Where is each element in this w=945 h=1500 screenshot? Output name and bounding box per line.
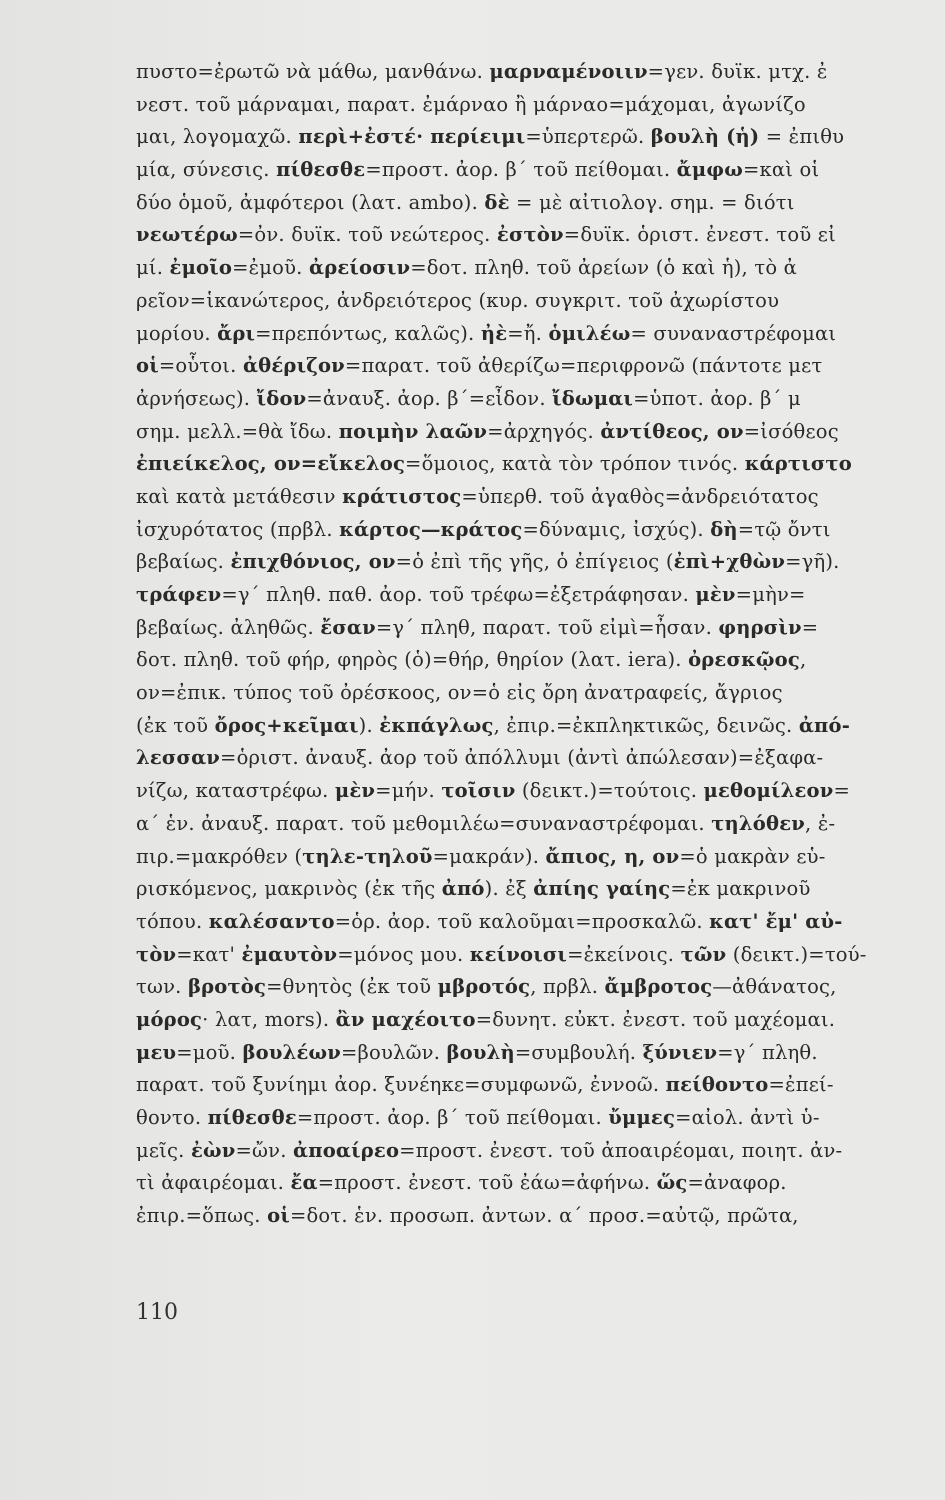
gloss-text: σημ. μελλ.=θὰ ἴδω. xyxy=(136,419,339,443)
headword: πείθοντο xyxy=(665,1073,769,1097)
gloss-text: καὶ κατὰ μετάθεσιν xyxy=(136,484,343,508)
gloss-text: μία, σύνεσις. xyxy=(136,158,277,182)
gloss-text: =συμβουλή. xyxy=(514,1040,643,1064)
headword: μὲν xyxy=(334,779,376,803)
headword: ἐκπάγλως xyxy=(379,713,494,737)
text-line xyxy=(136,1200,936,1233)
text-line xyxy=(136,1102,936,1135)
gloss-text: ἰσχυρότατος (πρβλ. xyxy=(136,517,340,541)
gloss-text: τόπου. xyxy=(136,909,209,933)
text-line xyxy=(136,546,936,579)
gloss-text: =ἤ. xyxy=(507,321,549,345)
headword: φηρσὶν xyxy=(718,615,802,639)
text-line xyxy=(136,1167,936,1200)
gloss-text: , ἐπιρ.=ἐκπληκτικῶς, δεινῶς. xyxy=(493,713,799,737)
gloss-text: νεστ. τοῦ μάρναμαι, παρατ. ἐμάρναο ἢ μάρναο=μάχομαι, ἀγωνίζο xyxy=(136,92,806,116)
text-line xyxy=(136,187,936,220)
gloss-text: ἀρνήσεως). xyxy=(136,386,257,410)
headword: ὔμμες xyxy=(608,1106,676,1129)
gloss-text: =γ΄ πληθ, παρατ. τοῦ εἰμὶ=ἦσαν. xyxy=(375,615,719,639)
text-line xyxy=(136,219,936,252)
headword: ἐπὶ+χθὼν xyxy=(673,550,786,574)
glossary-text xyxy=(136,56,936,1233)
gloss-text: =ὁ μακρὰν εὑ- xyxy=(679,844,826,868)
headword: νεωτέρω xyxy=(136,223,238,247)
gloss-text: =κατ' xyxy=(176,942,242,966)
gloss-text: =ὀν. δυϊκ. τοῦ νεώτερος. xyxy=(237,223,497,247)
gloss-text: α΄ ἑν. ἀναυξ. παρατ. τοῦ μεθομιλέω=συναναστρέφομαι. xyxy=(136,811,712,835)
headword: ὁμιλέω xyxy=(548,321,631,345)
gloss-text: =γ΄ πληθ. xyxy=(717,1040,818,1064)
gloss-text: =δυνητ. εὐκτ. ἐνεστ. τοῦ μαχέομαι. xyxy=(475,1007,836,1031)
text-line xyxy=(136,971,936,1004)
gloss-text: ). ἐξ xyxy=(484,877,534,901)
headword: καλέσαντο xyxy=(208,909,335,933)
text-line xyxy=(136,1004,936,1037)
gloss-text: = ἐπιθυ xyxy=(759,125,845,149)
text-line xyxy=(136,906,936,939)
gloss-text: = μὲ αἰτιολογ. σημ. = διότι xyxy=(509,190,795,214)
headword: κάρτιστο xyxy=(744,452,852,476)
gloss-text: =ὁρ. ἀορ. τοῦ καλοῦμαι=προσκαλῶ. xyxy=(334,909,710,933)
headword: βροτὸς xyxy=(187,975,267,999)
headword: ἀπό- xyxy=(798,713,851,737)
headword: πίθεσθε xyxy=(207,1106,297,1129)
gloss-text: πιρ.=μακρόθεν ( xyxy=(136,844,303,868)
gloss-text: (δεικτ.)=τού- xyxy=(726,942,867,966)
gloss-text: =ὑπερτερῶ. xyxy=(525,125,651,149)
text-line xyxy=(136,318,936,351)
page-number: 110 xyxy=(136,1300,178,1325)
text-line xyxy=(136,873,936,906)
text-line xyxy=(136,1135,936,1168)
gloss-text: δύο ὁμοῦ, ἀμφότεροι (λατ. ambo). xyxy=(136,190,485,214)
gloss-text: ρισκόμενος, μακρινὸς (ἐκ τῆς xyxy=(136,877,442,901)
gloss-text: =παρατ. τοῦ ἀθερίζω=περιφρονῶ (πάντοτε μετ xyxy=(344,354,823,378)
gloss-text: =μήν. xyxy=(375,779,442,803)
gloss-text: =βουλῶν. xyxy=(341,1040,447,1064)
gloss-text: = xyxy=(833,779,850,803)
gloss-text: =μὴν= xyxy=(735,583,806,606)
headword: μευ xyxy=(136,1040,177,1064)
gloss-text: =μακράν). xyxy=(432,844,546,868)
headword: ἔα xyxy=(290,1171,318,1195)
gloss-text: =ἐκ μακρινοῦ xyxy=(670,877,811,901)
headword: ἐὼν xyxy=(190,1138,236,1162)
gloss-text: =γεν. δυϊκ. μτχ. ἐ xyxy=(647,60,828,83)
text-line xyxy=(136,939,936,972)
gloss-text: , ἐ- xyxy=(805,811,836,835)
gloss-text: =μόνος μου. xyxy=(337,942,470,966)
headword: ἄπιος, η, ον xyxy=(545,844,680,868)
headword: ἐστὸν xyxy=(496,223,564,247)
gloss-text: τὶ ἀφαιρέομαι. xyxy=(136,1171,291,1195)
headword: οἱ xyxy=(267,1204,290,1228)
headword: ἀρείοσιν xyxy=(308,256,411,280)
gloss-text: =προστ. ἐνεστ. τοῦ ἀποαιρέομαι, ποιητ. ἀν- xyxy=(399,1138,843,1162)
gloss-text: · λατ, mors). xyxy=(202,1007,336,1031)
headword: ἀπό xyxy=(441,877,485,901)
headword: ποιμὴν λαῶν xyxy=(338,419,488,443)
gloss-text: =τῷ ὄντι xyxy=(737,517,831,541)
headword: δὴ xyxy=(710,517,738,541)
text-line xyxy=(136,514,936,547)
text-line xyxy=(136,1069,936,1102)
headword: περὶ+ἐστέ· περίειμι xyxy=(298,125,526,149)
headword: ἄμβροτος xyxy=(604,975,713,999)
gloss-text: =πρεπόντως, καλῶς). xyxy=(255,321,481,345)
gloss-text: =μοῦ. xyxy=(176,1040,243,1064)
text-line xyxy=(136,383,936,416)
gloss-text: = συναναστρέφομαι xyxy=(630,321,837,345)
headword: μβροτός xyxy=(437,975,531,999)
text-line xyxy=(136,481,936,514)
gloss-text: ον=ἐπικ. τύπος τοῦ ὀρέσκοος, ον=ὁ εἰς ὄρη ἀνατραφείς, ἄγριος xyxy=(136,681,783,705)
headword: ἀθέριζον xyxy=(242,354,345,378)
gloss-text: =οὗτοι. xyxy=(158,354,243,378)
gloss-text: =ὑπερθ. τοῦ ἀγαθὸς=ἀνδρειότατος xyxy=(461,484,819,508)
headword: ἐπιείκελος, ον=εἴκελος xyxy=(136,452,406,476)
text-line xyxy=(136,808,936,841)
gloss-text: =ὅμοιος, κατὰ τὸν τρόπον τινός. xyxy=(405,452,745,476)
gloss-text: μαι, λογομαχῶ. xyxy=(136,125,299,149)
headword: ἀποαίρεο xyxy=(293,1138,400,1162)
headword: μόρος xyxy=(136,1007,203,1031)
text-line xyxy=(136,448,936,481)
gloss-text: =ἀναυξ. ἀορ. β΄=εἶδον. xyxy=(306,386,553,410)
text-line xyxy=(136,677,936,710)
gloss-text: βεβαίως. xyxy=(136,550,231,574)
gloss-text: (ἐκ τοῦ xyxy=(136,713,215,737)
headword: ἐμοῖο xyxy=(169,256,233,280)
gloss-text: μί. xyxy=(136,256,170,280)
gloss-text: =γ΄ πληθ. παθ. ἀορ. τοῦ τρέφω=ἐξετράφησαν. xyxy=(221,583,696,606)
gloss-text: =ἀναφορ. xyxy=(687,1171,787,1195)
headword: ἂν μαχέοιτο xyxy=(335,1007,476,1031)
headword: τράφεν xyxy=(136,583,222,606)
gloss-text: =ἐπεί- xyxy=(768,1073,834,1097)
gloss-text: =ὁριστ. ἀναυξ. ἀορ τοῦ ἀπόλλυμι (ἀντὶ ἀπώλεσαν)=ἐξαφα- xyxy=(220,746,824,770)
headword: κράτιστος xyxy=(342,484,462,508)
headword: μὲν xyxy=(695,583,736,606)
headword: οἱ xyxy=(136,354,159,378)
headword: τηλε-τηλοῦ xyxy=(302,844,433,868)
gloss-text: =αἰολ. ἀντὶ ὑ- xyxy=(675,1106,820,1129)
text-line xyxy=(136,121,936,154)
headword: ὥς xyxy=(656,1171,688,1195)
headword: λεσσαν xyxy=(136,746,221,770)
text-line xyxy=(136,775,936,808)
gloss-text: = xyxy=(801,615,819,639)
headword: κείνοισι xyxy=(469,942,568,966)
gloss-text: =δοτ. ἑν. προσωπ. ἀντων. α΄ προσ.=αὐτῷ, πρῶτα, xyxy=(289,1204,799,1228)
gloss-text: βεβαίως. ἀληθῶς. xyxy=(136,615,321,639)
text-line xyxy=(136,252,936,285)
gloss-text: ). xyxy=(358,713,380,737)
gloss-text: =προστ. ἀορ. β΄ τοῦ πείθομαι. xyxy=(365,158,677,182)
text-line xyxy=(136,56,936,89)
gloss-text: =δυϊκ. ὁριστ. ἐνεστ. τοῦ εἰ xyxy=(563,223,836,247)
gloss-text: ἐπιρ.=ὅπως. xyxy=(136,1204,268,1228)
headword: πίθεσθε xyxy=(276,158,366,182)
text-line xyxy=(136,285,936,318)
gloss-text: μεῖς. xyxy=(136,1138,191,1162)
headword: ἔσαν xyxy=(320,615,376,639)
headword: ξύνιεν xyxy=(642,1040,718,1064)
headword: τῶν xyxy=(680,942,727,966)
text-line xyxy=(136,710,936,743)
headword: ἄρι xyxy=(217,321,256,345)
gloss-text: =ὑποτ. ἀορ. β΄ μ xyxy=(633,386,801,410)
headword: μαρναμένοιιν xyxy=(489,60,648,83)
gloss-text: δοτ. πληθ. τοῦ φήρ, φηρὸς (ὁ)=θήρ, θηρίον (λατ. iera). xyxy=(136,648,689,672)
text-line xyxy=(136,154,936,187)
text-line xyxy=(136,841,936,874)
gloss-text: =προστ. ἀορ. β΄ τοῦ πείθομαι. xyxy=(296,1106,609,1129)
headword: ὄρος+κεῖμαι xyxy=(214,713,359,737)
gloss-text: , xyxy=(799,648,807,672)
headword: κατ' ἔμ' αὐ- xyxy=(709,909,843,933)
headword: ἐπιχθόνιος, ον xyxy=(230,550,396,574)
gloss-text: πυστο=ἐρωτῶ νὰ μάθω, μανθάνω. xyxy=(136,60,490,83)
gloss-text: (δεικτ.)=τούτοις. xyxy=(515,779,704,803)
gloss-text: =ἐκείνοις. xyxy=(567,942,681,966)
headword: τοῖσιν xyxy=(441,779,516,803)
headword: ὀρεσκῷος xyxy=(688,648,800,672)
gloss-text: =ἀρχηγός. xyxy=(487,419,601,443)
headword: ἴδωμαι xyxy=(552,386,634,410)
text-line xyxy=(136,1037,936,1070)
text-line xyxy=(136,89,936,122)
gloss-text: =γῆ). xyxy=(785,550,840,574)
gloss-text: =ἐμοῦ. xyxy=(232,256,309,280)
gloss-text: =θνητὸς (ἐκ τοῦ xyxy=(266,975,438,999)
text-line xyxy=(136,612,936,645)
text-line xyxy=(136,579,936,612)
gloss-text: =ὁ ἐπὶ τῆς γῆς, ὁ ἐπίγειος ( xyxy=(395,550,674,574)
gloss-text: =δύναμις, ἰσχύς). xyxy=(522,517,711,541)
headword: ἴδον xyxy=(256,386,307,410)
gloss-text: =καὶ οἱ xyxy=(742,158,820,182)
gloss-text: νίζω, καταστρέφω. xyxy=(136,779,335,803)
headword: ἄμφω xyxy=(676,158,743,182)
headword: τηλόθεν xyxy=(711,811,806,835)
headword: βουλέων xyxy=(242,1040,341,1064)
text-line xyxy=(136,416,936,449)
gloss-text: =δοτ. πληθ. τοῦ ἀρείων (ὁ καὶ ἡ), τὸ ἀ xyxy=(410,256,798,280)
headword: ἀντίθεος, ον xyxy=(600,419,744,443)
headword: ἀπίης γαίης xyxy=(533,877,671,901)
text-line xyxy=(136,742,936,775)
text-line xyxy=(136,350,936,383)
headword: κάρτος—κράτος xyxy=(339,517,523,541)
gloss-text: —ἀθάνατος, xyxy=(712,975,837,999)
headword: βουλὴ (ἡ) xyxy=(650,125,760,149)
headword: ἐμαυτὸν xyxy=(241,942,338,966)
gloss-text: =προστ. ἐνεστ. τοῦ ἐάω=ἀφήνω. xyxy=(317,1171,657,1195)
headword: δὲ xyxy=(484,190,510,214)
gloss-text: των. xyxy=(136,975,188,999)
headword: βουλὴ xyxy=(446,1040,515,1064)
headword: μεθομίλεον xyxy=(703,779,834,803)
headword: τὸν xyxy=(136,942,177,966)
gloss-text: θοντο. xyxy=(136,1106,208,1129)
headword: ἠὲ xyxy=(480,321,508,345)
text-line xyxy=(136,644,936,677)
gloss-text: μορίου. xyxy=(136,321,218,345)
gloss-text: =ὤν. xyxy=(235,1138,294,1162)
gloss-text: =ἰσόθεος xyxy=(743,419,839,443)
gloss-text: ρεῖον=ἱκανώτερος, ἀνδρειότερος (κυρ. συγκριτ. τοῦ ἀχωρίστου xyxy=(136,288,780,312)
gloss-text: παρατ. τοῦ ξυνίημι ἀορ. ξυνέηκε=συμφωνῶ, ἐννοῶ. xyxy=(136,1073,666,1097)
gloss-text: , πρβλ. xyxy=(530,975,605,999)
